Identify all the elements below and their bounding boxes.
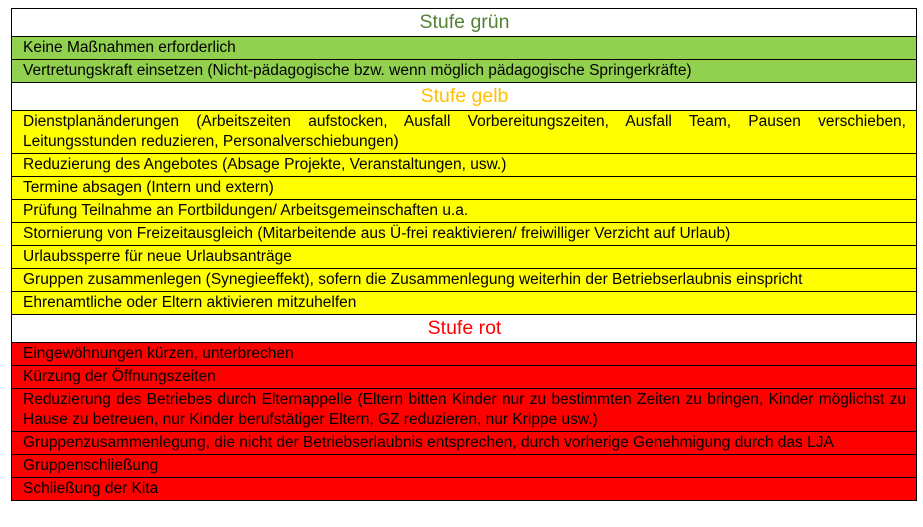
table-row bbox=[12, 389, 917, 432]
table-row bbox=[12, 432, 917, 455]
yellow-item: Dienstplanänderungen (Arbeitszeiten aufstocken, Ausfall Vorbereitungszeiten, Ausfall Team, Pausen verschieben, Leitungsstunden reduzieren, Personalverschiebungen) bbox=[12, 111, 917, 154]
green-item: Keine Maßnahmen erforderlich bbox=[12, 37, 917, 60]
table-row bbox=[12, 343, 917, 366]
table-row bbox=[12, 455, 917, 478]
red-item: Kürzung der Öffnungszeiten bbox=[12, 366, 917, 389]
red-item: Eingewöhnungen kürzen, unterbrechen bbox=[12, 343, 917, 366]
yellow-item: Urlaubssperre für neue Urlaubsanträge bbox=[12, 246, 917, 269]
table-row bbox=[12, 37, 917, 60]
table-row bbox=[12, 200, 917, 223]
yellow-item: Reduzierung des Angebotes (Absage Projekte, Veranstaltungen, usw.) bbox=[12, 154, 917, 177]
table-row bbox=[12, 478, 917, 501]
table-row bbox=[12, 366, 917, 389]
yellow-item: Termine absagen (Intern und extern) bbox=[12, 177, 917, 200]
yellow-item: Ehrenamtliche oder Eltern aktivieren mitzuhelfen bbox=[12, 292, 917, 315]
table-row bbox=[12, 223, 917, 246]
measures-table bbox=[11, 8, 917, 501]
green-item: Vertretungskraft einsetzen (Nicht-pädagogische bzw. wenn möglich pädagogische Springerkräfte) bbox=[12, 60, 917, 83]
table-row bbox=[12, 177, 917, 200]
yellow-item: Stornierung von Freizeitausgleich (Mitarbeitende aus Ü-frei reaktivieren/ freiwilliger Verzicht auf Urlaub) bbox=[12, 223, 917, 246]
yellow-item: Prüfung Teilnahme an Fortbildungen/ Arbeitsgemeinschaften u.a. bbox=[12, 200, 917, 223]
table-row bbox=[12, 111, 917, 154]
yellow-item: Gruppen zusammenlegen (Synegieeffekt), sofern die Zusammenlegung weiterhin der Betriebserlaubnis einspricht bbox=[12, 269, 917, 292]
red-item: Gruppenschließung bbox=[12, 455, 917, 478]
red-item: Reduzierung des Betriebes durch Elternappelle (Eltern bitten Kinder nur zu bestimmten Zeiten zu bringen, Kinder möglichst zu Hause zu betreuen, nur Kinder berufstätiger Eltern, GZ reduzieren, nur Krippe usw.) bbox=[12, 389, 917, 432]
heading-row-yellow bbox=[12, 83, 917, 111]
heading-row-red bbox=[12, 315, 917, 343]
heading-red: Stufe rot bbox=[12, 315, 917, 343]
red-item: Schließung der Kita bbox=[12, 478, 917, 501]
table-row bbox=[12, 60, 917, 83]
table-row bbox=[12, 292, 917, 315]
heading-yellow: Stufe gelb bbox=[12, 83, 917, 111]
heading-green: Stufe grün bbox=[12, 9, 917, 37]
table-row bbox=[12, 269, 917, 292]
table-row bbox=[12, 246, 917, 269]
red-item: Gruppenzusammenlegung, die nicht der Betriebserlaubnis entsprechen, durch vorherige Genehmigung durch das LJA bbox=[12, 432, 917, 455]
table-row bbox=[12, 154, 917, 177]
heading-row-green bbox=[12, 9, 917, 37]
